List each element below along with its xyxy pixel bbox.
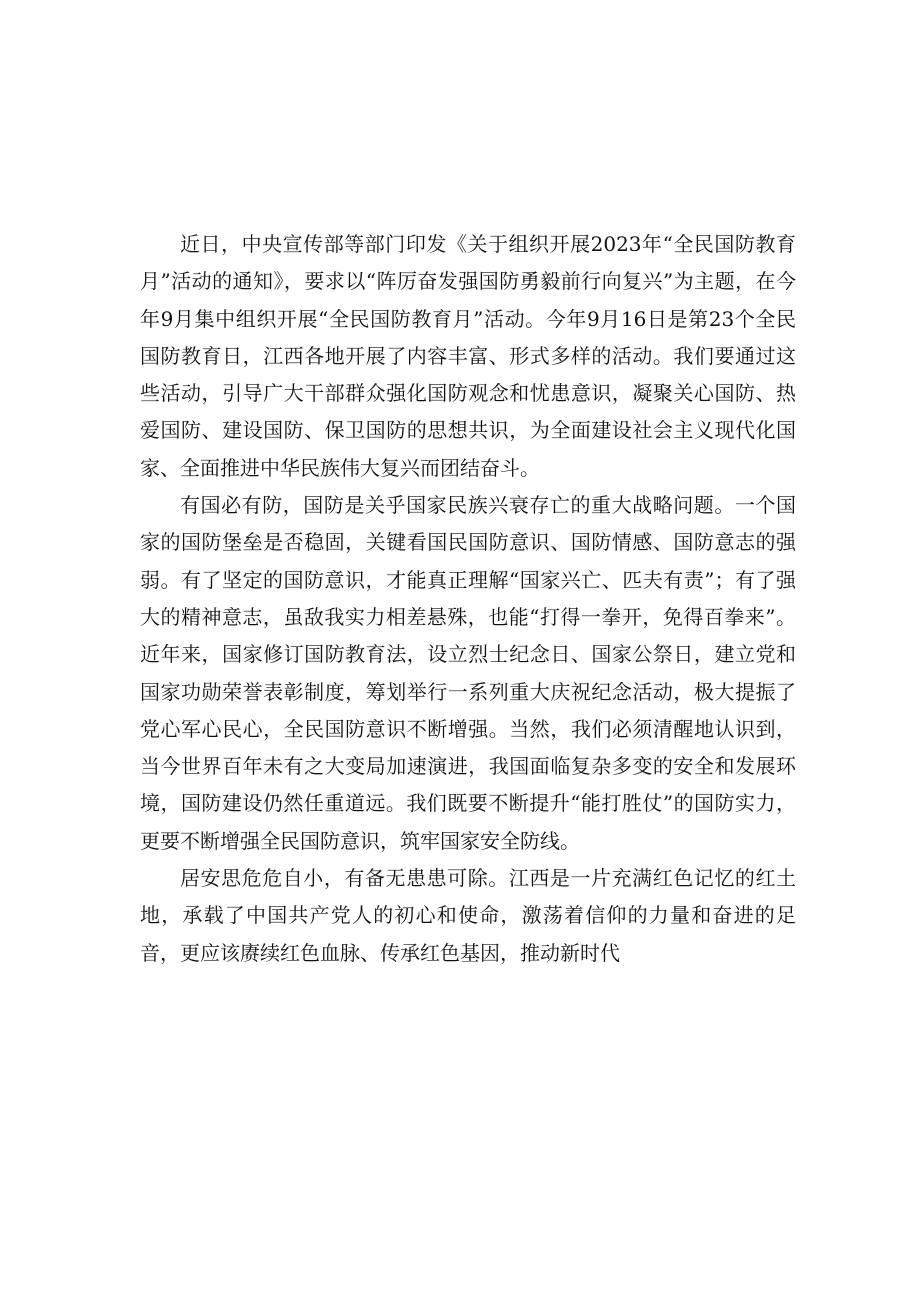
paragraph-3: 居安思危危自小，有备无患患可除。江西是一片充满红色记忆的红土地，承载了中国共产党人的初心和使命，激荡着信仰的力量和奋进的足音，更应该赓续红色血脉、传承红色基因，推动新时代	[140, 866, 796, 965]
paragraph-2: 有国必有防，国防是关乎国家民族兴衰存亡的重大战略问题。一个国家的国防堡垒是否稳固，关键看国民国防意识、国防情感、国防意志的强弱。有了坚定的国防意识，才能真正理解“国家兴亡、匹夫有责”；有了强大的精神意志，虽敌我实力相差悬殊，也能“打得一拳开，免得百拳来”。近年来，国家修订国防教育法，设立烈士纪念日、国家公祭日，建立党和国家功勋荣誉表彰制度，筹划举行一系列重大庆祝纪念活动，极大提振了党心军心民心，全民国防意识不断增强。当然，我们必须清醒地认识到，当今世界百年未有之大变局加速演进，我国面临复杂多变的安全和发展环境，国防建设仍然任重道远。我们既要不断提升“能打胜仗”的国防实力，更要不断增强全民国防意识，筑牢国家安全防线。	[140, 493, 796, 853]
paragraph-1: 近日，中央宣传部等部门印发《关于组织开展2023年“全民国防教育月”活动的通知》，要求以“阵厉奋发强国防勇毅前行向复兴”为主题，在今年9月集中组织开展“全民国防教育月”活动。今年9月16日是第23个全民国防教育日，江西各地开展了内容丰富、形式多样的活动。我们要通过这些活动，引导广大干部群众强化国防观念和忧患意识，凝聚关心国防、热爱国防、建设国防、保卫国防的思想共识，为全面建设社会主义现代化国家、全面推进中华民族伟大复兴而团结奋斗。	[140, 232, 796, 480]
document-body	[140, 226, 796, 972]
